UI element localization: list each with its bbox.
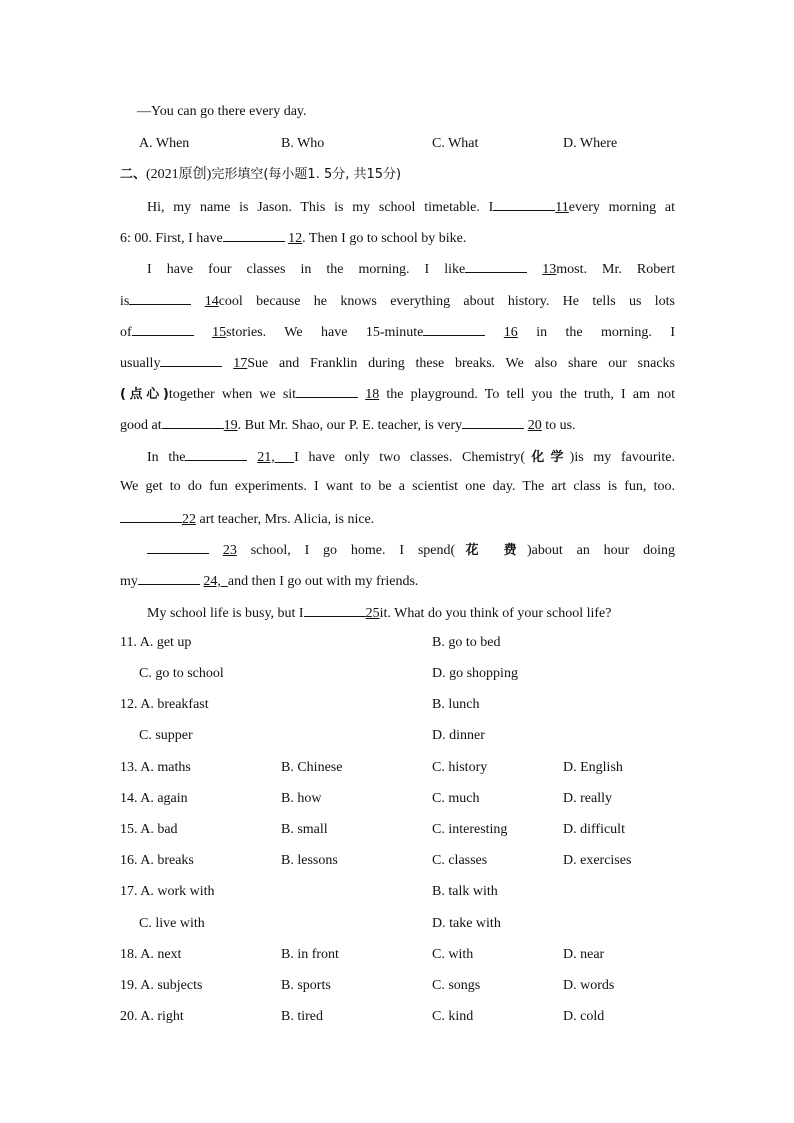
prev-question-reply: —You can go there every day.	[137, 104, 307, 119]
blank	[129, 290, 191, 305]
blank	[162, 414, 224, 429]
blank	[185, 446, 247, 461]
blank	[465, 258, 527, 273]
passage-line: We get to do fun experiments. I want to be a scientist one day. The art class is fun, too.	[120, 479, 675, 494]
blank-number: 23	[222, 543, 237, 558]
blank-number: 18	[365, 387, 380, 402]
question-13-option-d: D. English	[563, 760, 623, 775]
blank	[147, 539, 209, 554]
passage-line: good at 19. But Mr. Shao, our P. E. teacher, is very 20 to us.	[120, 414, 675, 436]
prev-option-a: A. When	[139, 136, 190, 151]
passage-line: My school life is busy, but I 25it. What do you think of your school life?	[147, 602, 675, 624]
blank	[160, 352, 222, 367]
passage-line: my 24, and then I go out with my friends.	[120, 570, 675, 592]
question-16-option-b: B. lessons	[281, 853, 338, 868]
blank	[132, 321, 194, 336]
question-12-option-c: C. supper	[139, 728, 193, 743]
question-13-option-a: 13. A. maths	[120, 760, 191, 775]
blank	[296, 383, 358, 398]
question-11-option-c: C. go to school	[139, 666, 224, 681]
section-source: (2021原创)	[146, 167, 212, 182]
question-20-option-c: C. kind	[432, 1009, 474, 1024]
question-20-option-a: 20. A. right	[120, 1009, 184, 1024]
question-13-option-c: C. history	[432, 760, 488, 775]
blank	[138, 570, 200, 585]
question-20-option-b: B. tired	[281, 1009, 323, 1024]
question-16-option-a: 16. A. breaks	[120, 853, 194, 868]
prev-option-c: C. What	[432, 136, 479, 151]
question-17-option-d: D. take with	[432, 916, 501, 931]
blank-number: 24,	[203, 574, 221, 589]
section-score: (每小题1. 5分, 共15分)	[263, 167, 402, 182]
passage-line: 23 school, I go home. I spend(花 费)about an hour doing	[147, 539, 675, 561]
prev-option-b: B. Who	[281, 136, 325, 151]
question-12-option-b: B. lunch	[432, 697, 480, 712]
question-18-option-a: 18. A. next	[120, 947, 182, 962]
question-15-option-a: 15. A. bad	[120, 822, 178, 837]
passage-line: 6: 00. First, I have 12. Then I go to school by bike.	[120, 227, 675, 249]
blank-number: 16	[503, 325, 518, 340]
section-title: 完形填空	[211, 167, 264, 182]
question-15-option-c: C. interesting	[432, 822, 508, 837]
blank	[223, 227, 285, 242]
blank	[304, 602, 366, 617]
question-20-option-d: D. cold	[563, 1009, 605, 1024]
question-16-option-d: D. exercises	[563, 853, 632, 868]
question-16-option-c: C. classes	[432, 853, 488, 868]
question-14-option-c: C. much	[432, 791, 480, 806]
question-19-option-b: B. sports	[281, 978, 331, 993]
question-19-option-a: 19. A. subjects	[120, 978, 203, 993]
question-12-option-d: D. dinner	[432, 728, 485, 743]
question-14-option-a: 14. A. again	[120, 791, 188, 806]
question-17-option-b: B. talk with	[432, 884, 498, 899]
passage-line: of 15stories. We have 15-minute 16 in the morning. I	[120, 321, 675, 343]
section-prefix: 二、	[120, 167, 147, 182]
blank-number: 17	[233, 356, 248, 371]
question-15-option-b: B. small	[281, 822, 328, 837]
question-18-option-c: C. with	[432, 947, 474, 962]
question-14-option-d: D. really	[563, 791, 612, 806]
question-19-option-c: C. songs	[432, 978, 481, 993]
question-17-option-a: 17. A. work with	[120, 884, 215, 899]
passage-line: 22 art teacher, Mrs. Alicia, is nice.	[120, 508, 675, 530]
blank-number: 21,	[257, 450, 275, 465]
blank	[493, 196, 555, 211]
blank-number: 14	[204, 294, 219, 309]
question-11-option-d: D. go shopping	[432, 666, 518, 681]
question-11-option-a: 11. A. get up	[120, 635, 192, 650]
blank-number: 11	[555, 200, 569, 215]
passage-line: In the 21, I have only two classes. Chemistry(化学)is my favourite.	[147, 446, 675, 468]
question-12-option-a: 12. A. breakfast	[120, 697, 209, 712]
blank-number: 20	[527, 418, 542, 433]
passage-line: is 14cool because he knows everything about history. He tells us lots	[120, 290, 675, 312]
question-13-option-b: B. Chinese	[281, 760, 343, 775]
blank	[462, 414, 524, 429]
question-15-option-d: D. difficult	[563, 822, 625, 837]
prev-option-d: D. Where	[563, 136, 618, 151]
blank	[120, 508, 182, 523]
question-14-option-b: B. how	[281, 791, 322, 806]
passage-line: usually 17Sue and Franklin during these breaks. We also share our snacks	[120, 352, 675, 374]
question-18-option-b: B. in front	[281, 947, 339, 962]
blank-number: 25	[365, 606, 380, 621]
blank-number: 12	[288, 231, 303, 246]
passage-line: (点心)together when we sit 18 the playground. To tell you the truth, I am not	[120, 383, 675, 405]
passage-line: I have four classes in the morning. I like 13most. Mr. Robert	[147, 258, 675, 280]
question-19-option-d: D. words	[563, 978, 615, 993]
passage-line: Hi, my name is Jason. This is my school timetable. I 11every morning at	[147, 196, 675, 218]
blank-number: 15	[212, 325, 227, 340]
blank-number: 19	[223, 418, 238, 433]
section-heading	[120, 165, 675, 185]
blank	[423, 321, 485, 336]
question-11-option-b: B. go to bed	[432, 635, 501, 650]
question-18-option-d: D. near	[563, 947, 605, 962]
blank-number: 22	[182, 512, 196, 527]
question-17-option-c: C. live with	[139, 916, 205, 931]
blank-number: 13	[542, 262, 557, 277]
